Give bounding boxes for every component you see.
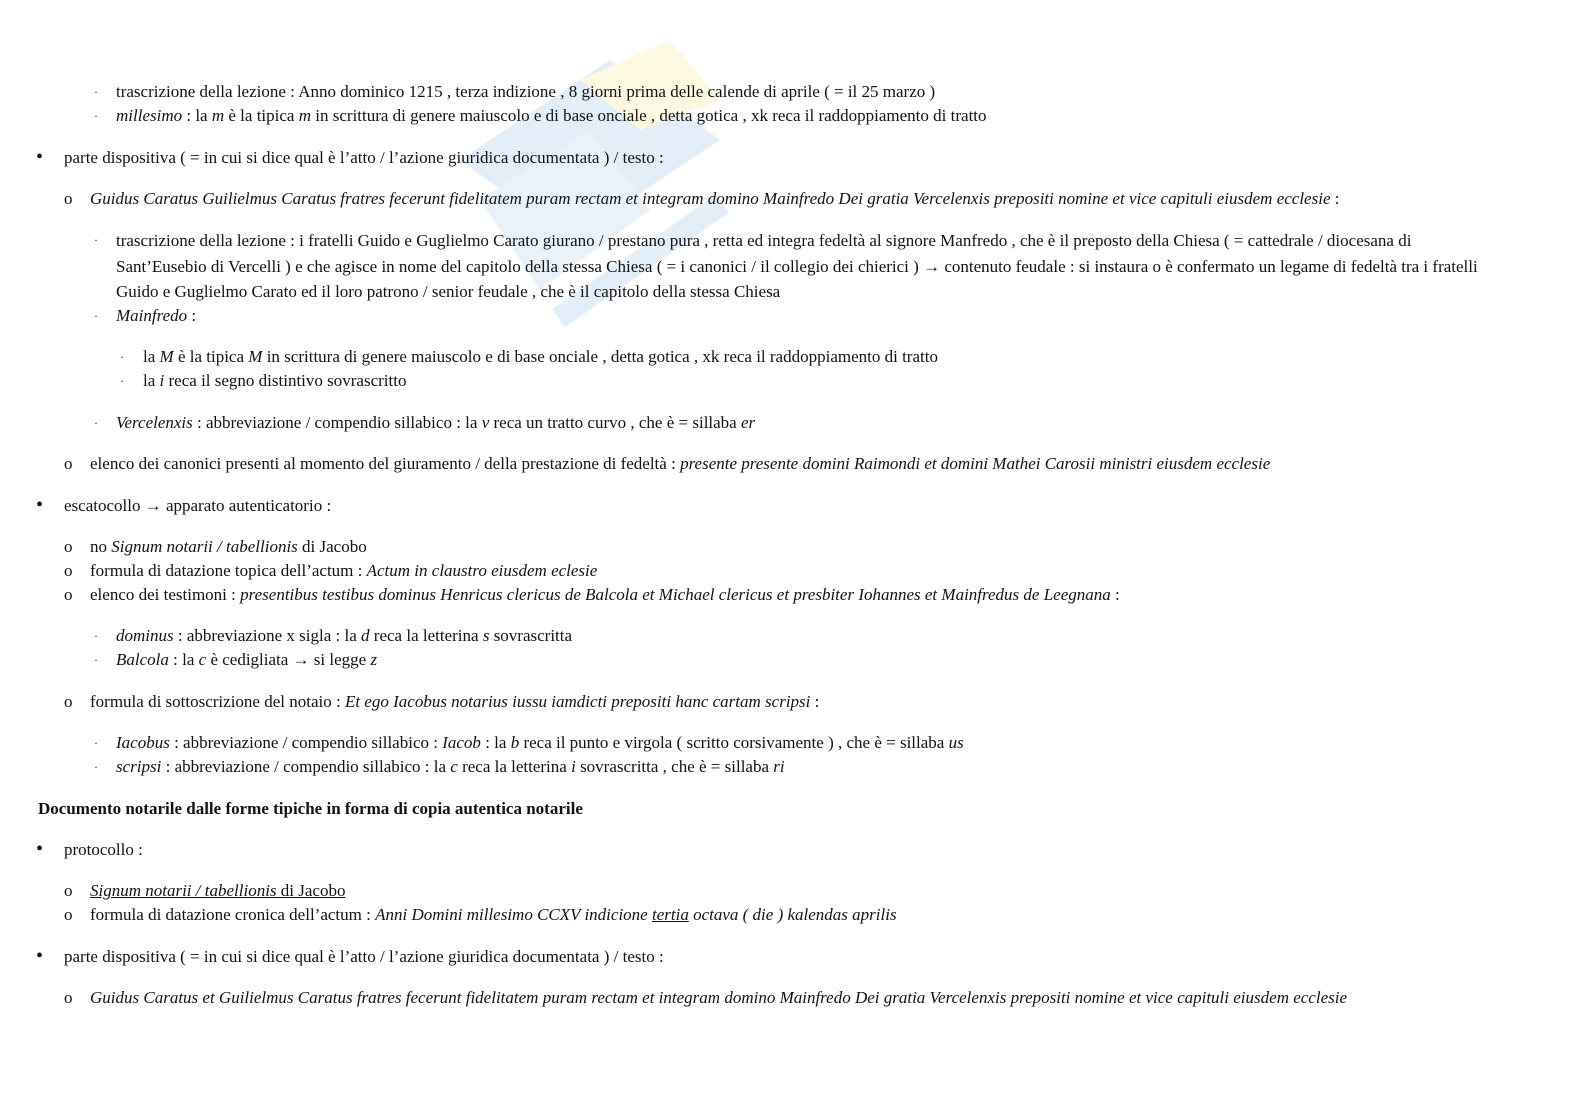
small-bullet-marker: ·: [120, 350, 124, 364]
list-item: millesimo : la m è la tipica m in scrittura di genere maiuscolo e di base onciale , detta gotica , xk reca il raddoppiamento di tratto: [116, 106, 987, 125]
circle-bullet-marker: o: [64, 537, 73, 556]
small-bullet-marker: ·: [94, 85, 98, 99]
circle-bullet-marker: o: [64, 881, 73, 900]
list-item: protocollo :: [64, 840, 143, 859]
section-heading: Documento notarile dalle forme tipiche in forma di copia autentica notarile: [38, 799, 583, 818]
circle-bullet-marker: o: [64, 454, 73, 473]
list-item: Guidus Caratus Guilielmus Caratus fratres fecerunt fidelitatem puram rectam et integram domino Mainfredo Dei gratia Vercelenxis prepositi nomine et vice capituli eiusdem ecclesie :: [90, 189, 1340, 208]
list-item: formula di datazione topica dell’actum : Actum in claustro eiusdem eclesie: [90, 561, 598, 580]
circle-bullet-marker: o: [64, 561, 73, 580]
circle-bullet-marker: o: [64, 988, 73, 1007]
list-item: Balcola : la c è cedigliata → si legge z: [116, 650, 378, 669]
circle-bullet-marker: o: [64, 905, 73, 924]
circle-bullet-marker: o: [64, 692, 73, 711]
list-item: scripsi : abbreviazione / compendio sillabico : la c reca la letterina i sovrascritta , che è = sillaba ri: [116, 757, 785, 776]
list-item: Iacobus : abbreviazione / compendio sillabico : Iacob : la b reca il punto e virgola ( scritto corsivamente ) , che è = sillaba us: [116, 733, 964, 752]
bullet-marker: •: [36, 838, 44, 860]
list-item: parte dispositiva ( = in cui si dice qual è l’atto / l’azione giuridica documentata ) / testo :: [64, 148, 664, 167]
small-bullet-marker: ·: [120, 374, 124, 388]
small-bullet-marker: ·: [94, 416, 98, 430]
list-item: elenco dei testimoni : presentibus testibus dominus Henricus clericus de Balcola et Michael clericus et presbiter Iohannes et Mainfredus de Leegnana :: [90, 585, 1120, 604]
list-item: parte dispositiva ( = in cui si dice qual è l’atto / l’azione giuridica documentata ) / testo :: [64, 947, 664, 966]
list-item: Mainfredo :: [116, 306, 197, 325]
list-item: formula di datazione cronica dell’actum : Anni Domini millesimo CCXV indicione tertia octava ( die ) kalendas aprilis: [90, 905, 897, 924]
bullet-marker: •: [36, 494, 44, 516]
small-bullet-marker: ·: [94, 736, 98, 750]
list-item: elenco dei canonici presenti al momento del giuramento / della prestazione di fedeltà : presente presente domini Raimondi et domini Mathei Carosii ministri eiusdem ecclesie: [90, 454, 1271, 473]
small-bullet-marker: ·: [94, 233, 98, 247]
list-item: Guidus Caratus et Guilielmus Caratus fratres fecerunt fidelitatem puram rectam et integram domino Mainfredo Dei gratia Vercelenxis prepositi nomine et vice capituli eiusdem ecclesie: [90, 988, 1348, 1007]
small-bullet-marker: ·: [94, 629, 98, 643]
list-item: escatocollo → apparato autenticatorio :: [64, 496, 332, 515]
circle-bullet-marker: o: [64, 189, 73, 208]
small-bullet-marker: ·: [94, 760, 98, 774]
list-item: trascrizione della lezione : Anno dominico 1215 , terza indizione , 8 giorni prima delle calende di aprile ( = il 25 marzo ): [116, 82, 936, 101]
small-bullet-marker: ·: [94, 309, 98, 323]
bullet-marker: •: [36, 945, 44, 967]
list-item: no Signum notarii / tabellionis di Jacobo: [90, 537, 367, 556]
circle-bullet-marker: o: [64, 585, 73, 604]
small-bullet-marker: ·: [94, 653, 98, 667]
list-item: Vercelenxis : abbreviazione / compendio sillabico : la v reca un tratto curvo , che è = sillaba er: [116, 413, 756, 432]
list-item: la i reca il segno distintivo sovrascritto: [143, 371, 407, 390]
list-item: dominus : abbreviazione x sigla : la d reca la letterina s sovrascritta: [116, 626, 573, 645]
list-item: formula di sottoscrizione del notaio : Et ego Iacobus notarius iussu iamdicti prepositi hanc cartam scripsi :: [90, 692, 820, 711]
list-item: Signum notarii / tabellionis di Jacobo: [90, 881, 346, 900]
list-item: trascrizione della lezione : i fratelli Guido e Guglielmo Carato giurano / prestano pura , retta ed integra fedeltà al signore Manfredo , che è il preposto della Chiesa ( = cattedrale / diocesana di Sant’Eusebio di Vercelli ) e che agisce in nome del capitolo della stessa Chiesa ( = i canonici / il collegio dei chierici ) → contenuto feudale : si instaura o è confermato un legame di fedeltà tra i fratelli Guido e Guglielmo Carato ed il loro patrono / senior feudale , che è il capitolo della stessa Chiesa: [116, 231, 1478, 301]
bullet-marker: •: [36, 146, 44, 168]
list-item: la M è la tipica M in scrittura di genere maiuscolo e di base onciale , detta gotica , xk reca il raddoppiamento di tratto: [143, 347, 938, 366]
small-bullet-marker: ·: [94, 109, 98, 123]
